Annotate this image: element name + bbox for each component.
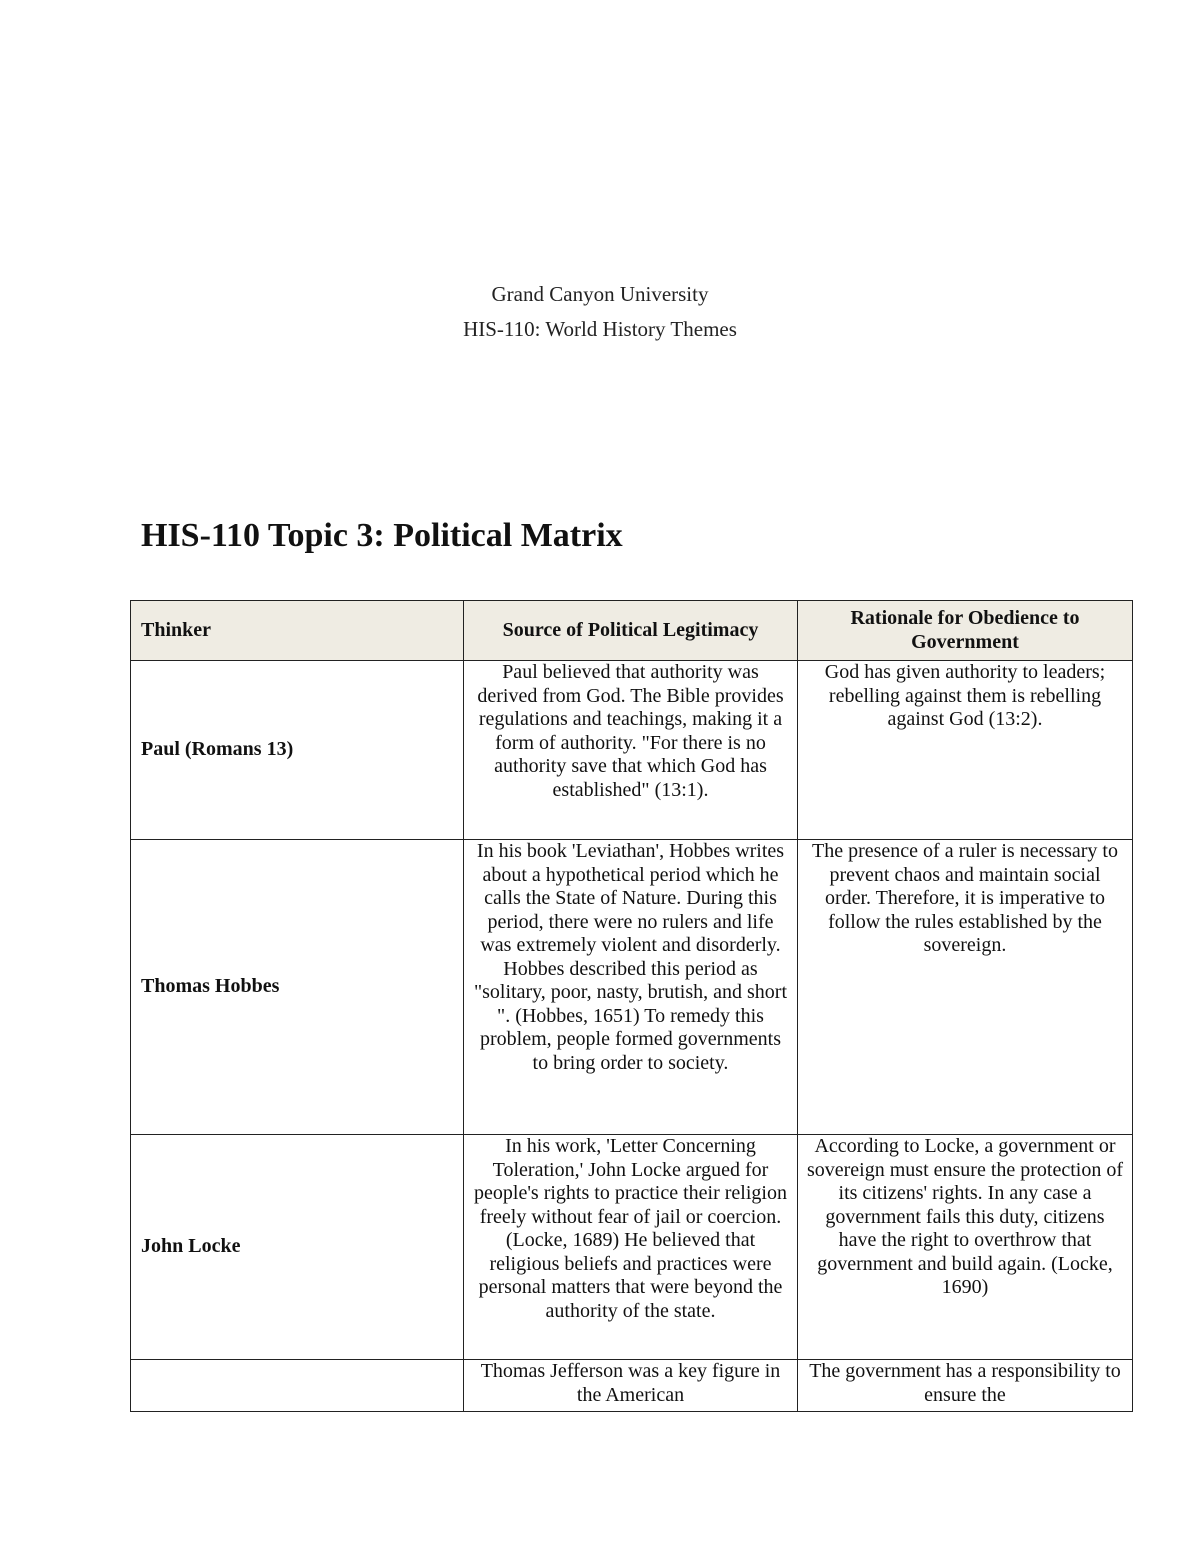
table-header — [131, 601, 1133, 661]
table-row — [131, 661, 1133, 840]
table-row — [131, 840, 1133, 1135]
course-name: HIS-110: World History Themes — [463, 317, 737, 341]
political-matrix-table — [130, 600, 1133, 1412]
table-row — [131, 1360, 1133, 1412]
header-row — [131, 601, 1133, 661]
rationale-cell: God has given authority to leaders; rebelling against them is rebelling against God (13:2). — [798, 661, 1133, 840]
source-cell: In his work, 'Letter Concerning Toleration,' John Locke argued for people's rights to practice their religion freely without fear of jail or coercion. (Locke, 1689) He believed that religious beliefs and practices were personal matters that were beyond the authority of the state. — [464, 1135, 798, 1360]
column-header-thinker: Thinker — [131, 601, 464, 661]
source-cell — [464, 1360, 798, 1412]
thinker-cell: Thomas Hobbes — [131, 840, 464, 1135]
thinker-cell — [131, 1360, 464, 1412]
source-cell-text: Thomas Jefferson was a key figure in the American — [480, 1360, 781, 1406]
thinker-cell: John Locke — [131, 1135, 464, 1360]
source-cell: In his book 'Leviathan', Hobbes writes about a hypothetical period which he calls the State of Nature. During this period, there were no rulers and life was extremely violent and disorderly. Hobbes described this period as "solitary, poor, nasty, brutish, and short ". (Hobbes, 1651) To remedy this problem, people formed governments to bring order to society. — [464, 840, 798, 1135]
column-header-rationale: Rationale for Obedience to Government — [798, 601, 1133, 661]
rationale-cell: According to Locke, a government or sovereign must ensure the protection of its citizens' rights. In any case a government fails this duty, citizens have the right to overthrow that government and build again. (Locke, 1690) — [798, 1135, 1133, 1360]
column-header-source: Source of Political Legitimacy — [464, 601, 798, 661]
rationale-cell-text: The government has a responsibility to ensure the — [809, 1360, 1121, 1406]
institution-name: Grand Canyon University — [491, 282, 709, 306]
thinker-cell: Paul (Romans 13) — [131, 661, 464, 840]
rationale-cell: The presence of a ruler is necessary to prevent chaos and maintain social order. Therefore, it is imperative to follow the rules established by the sovereign. — [798, 840, 1133, 1135]
source-cell: Paul believed that authority was derived from God. The Bible provides regulations and teachings, making it a form of authority. "For there is no authority save that which God has established" (13:1). — [464, 661, 798, 840]
rationale-cell — [798, 1360, 1133, 1412]
table-row — [131, 1135, 1133, 1360]
document-title: HIS-110 Topic 3: Political Matrix — [141, 517, 623, 554]
